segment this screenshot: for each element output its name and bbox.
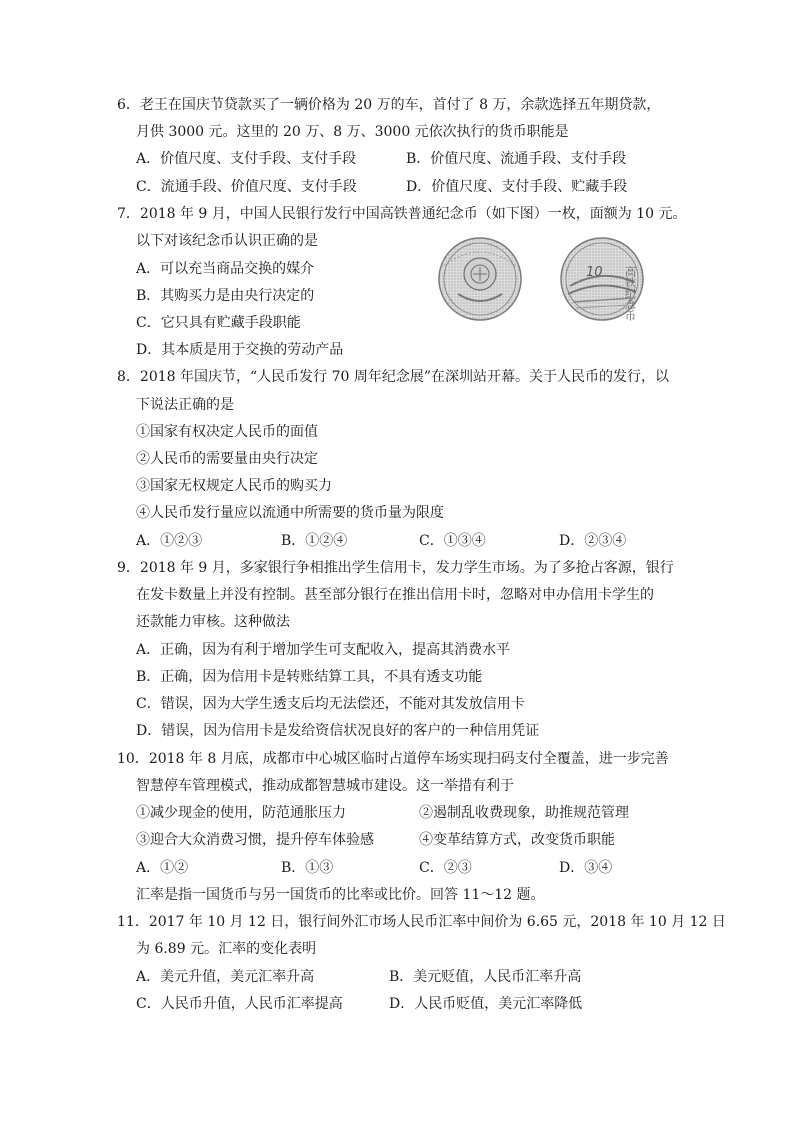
q9-stem-line2: 在发卡数量上并没有控制。甚至部分银行在推出信用卡时，忽略对申办信用卡学生的 bbox=[136, 587, 654, 603]
coin-face-value: 10 bbox=[586, 265, 603, 280]
q6-option-a: A．价值尺度、支付手段、支付手段 bbox=[136, 151, 357, 167]
q8-stem-line2: 下说法正确的是 bbox=[136, 397, 234, 413]
q6-option-d: D．价值尺度、支付手段、贮藏手段 bbox=[406, 179, 628, 195]
q8-option-d: D．②③④ bbox=[559, 533, 627, 549]
q11-option-d: D．人民币贬值，美元汇率降低 bbox=[389, 996, 583, 1012]
q11-option-c: C．人民币升值，人民币汇率提高 bbox=[136, 996, 343, 1012]
q9-stem-line3: 还款能力审核。这种做法 bbox=[136, 614, 290, 630]
q6-option-b: B．价值尺度、流通手段、支付手段 bbox=[406, 151, 627, 167]
q10-statement-1: ①减少现金的使用，防范通胀压力 bbox=[136, 805, 346, 821]
q8-option-b: B．①②④ bbox=[281, 533, 348, 549]
coin-reverse bbox=[561, 238, 643, 322]
q10-statement-3: ③迎合大众消费习惯，提升停车体验感 bbox=[136, 832, 374, 848]
q8-statement-4: ④人民币发行量应以流通中所需要的货币量为限度 bbox=[136, 505, 444, 521]
q7-stem-line1: 7．2018 年 9 月，中国人民银行发行中国高铁普通纪念币（如下图）一枚，面额为 10 元。 bbox=[117, 206, 687, 222]
q10-option-b: B．①③ bbox=[281, 860, 334, 876]
q7-option-d: D．其本质是用于交换的劳动产品 bbox=[136, 342, 344, 358]
q8-statement-2: ②人民币的需要量由央行决定 bbox=[136, 451, 318, 467]
q9-option-d: D．错误，因为信用卡是发给资信状况良好的客户的一种信用凭证 bbox=[136, 723, 540, 739]
q9-option-b: B．正确，因为信用卡是转账结算工具，不具有透支功能 bbox=[136, 669, 483, 685]
q10-stem-line2: 智慧停车管理模式，推动成都智慧城市建设。这一举措有利于 bbox=[136, 778, 514, 794]
q11-option-a: A．美元升值，美元汇率升高 bbox=[136, 969, 315, 985]
q10-stem-line1: 10．2018 年 8 月底，成都市中心城区临时占道停车场实现扫码支付全覆盖，进一步完善 bbox=[117, 751, 669, 767]
q6-stem-line1: 6．老王在国庆节贷款买了一辆价格为 20 万的车，首付了 8 万，余款选择五年期贷款， bbox=[117, 97, 661, 113]
q8-statement-1: ①国家有权决定人民币的面值 bbox=[136, 424, 318, 440]
q6-option-c: C．流通手段、价值尺度、支付手段 bbox=[136, 179, 357, 195]
q11-stem-line2: 为 6.89 元。汇率的变化表明 bbox=[136, 941, 317, 957]
q10-option-d: D．③④ bbox=[559, 860, 613, 876]
section-intro: 汇率是指一国货币与另一国货币的比率或比价。回答 11～12 题。 bbox=[136, 887, 545, 903]
q7-option-c: C．它只具有贮藏手段职能 bbox=[136, 315, 301, 331]
q11-stem-line1: 11．2017 年 10 月 12 日，银行间外汇市场人民币汇率中间价为 6.65 元，2018 年 10 月 12 日 bbox=[117, 914, 726, 930]
q8-statement-3: ③国家无权规定人民币的购买力 bbox=[136, 478, 332, 494]
coin-inscription: 高铁纪念币 bbox=[623, 266, 637, 321]
q8-option-c: C．①③④ bbox=[419, 533, 486, 549]
q11-option-b: B．美元贬值，人民币汇率升高 bbox=[389, 969, 582, 985]
q9-stem-line1: 9．2018 年 9 月，多家银行争相推出学生信用卡，发力学生市场。为了多抢占客源，银行 bbox=[117, 560, 674, 576]
q10-statement-2: ②遏制乱收费现象，助推规范管理 bbox=[419, 805, 629, 821]
q6-stem-line2: 月供 3000 元。这里的 20 万、8 万、3000 元依次执行的货币职能是 bbox=[136, 124, 569, 140]
q10-statement-4: ④变革结算方式，改变货币职能 bbox=[419, 832, 615, 848]
q9-option-c: C．错误，因为大学生透支后均无法偿还，不能对其发放信用卡 bbox=[136, 696, 525, 712]
q7-option-b: B．其购买力是由央行决定的 bbox=[136, 288, 315, 304]
q8-stem-line1: 8．2018 年国庆节，“人民币发行 70 周年纪念展”在深圳站开幕。关于人民币的发行，以 bbox=[117, 369, 670, 385]
q7-stem-line2: 以下对该纪念币认识正确的是 bbox=[136, 233, 318, 249]
commemorative-coin-image bbox=[418, 236, 664, 322]
q8-option-a: A．①②③ bbox=[136, 533, 203, 549]
q10-option-c: C．②③ bbox=[419, 860, 472, 876]
q9-option-a: A．正确，因为有利于增加学生可支配收入，提高其消费水平 bbox=[136, 642, 511, 658]
coin-obverse bbox=[439, 238, 521, 320]
q7-option-a: A．可以充当商品交换的媒介 bbox=[136, 261, 315, 277]
q10-option-a: A．①② bbox=[136, 860, 189, 876]
